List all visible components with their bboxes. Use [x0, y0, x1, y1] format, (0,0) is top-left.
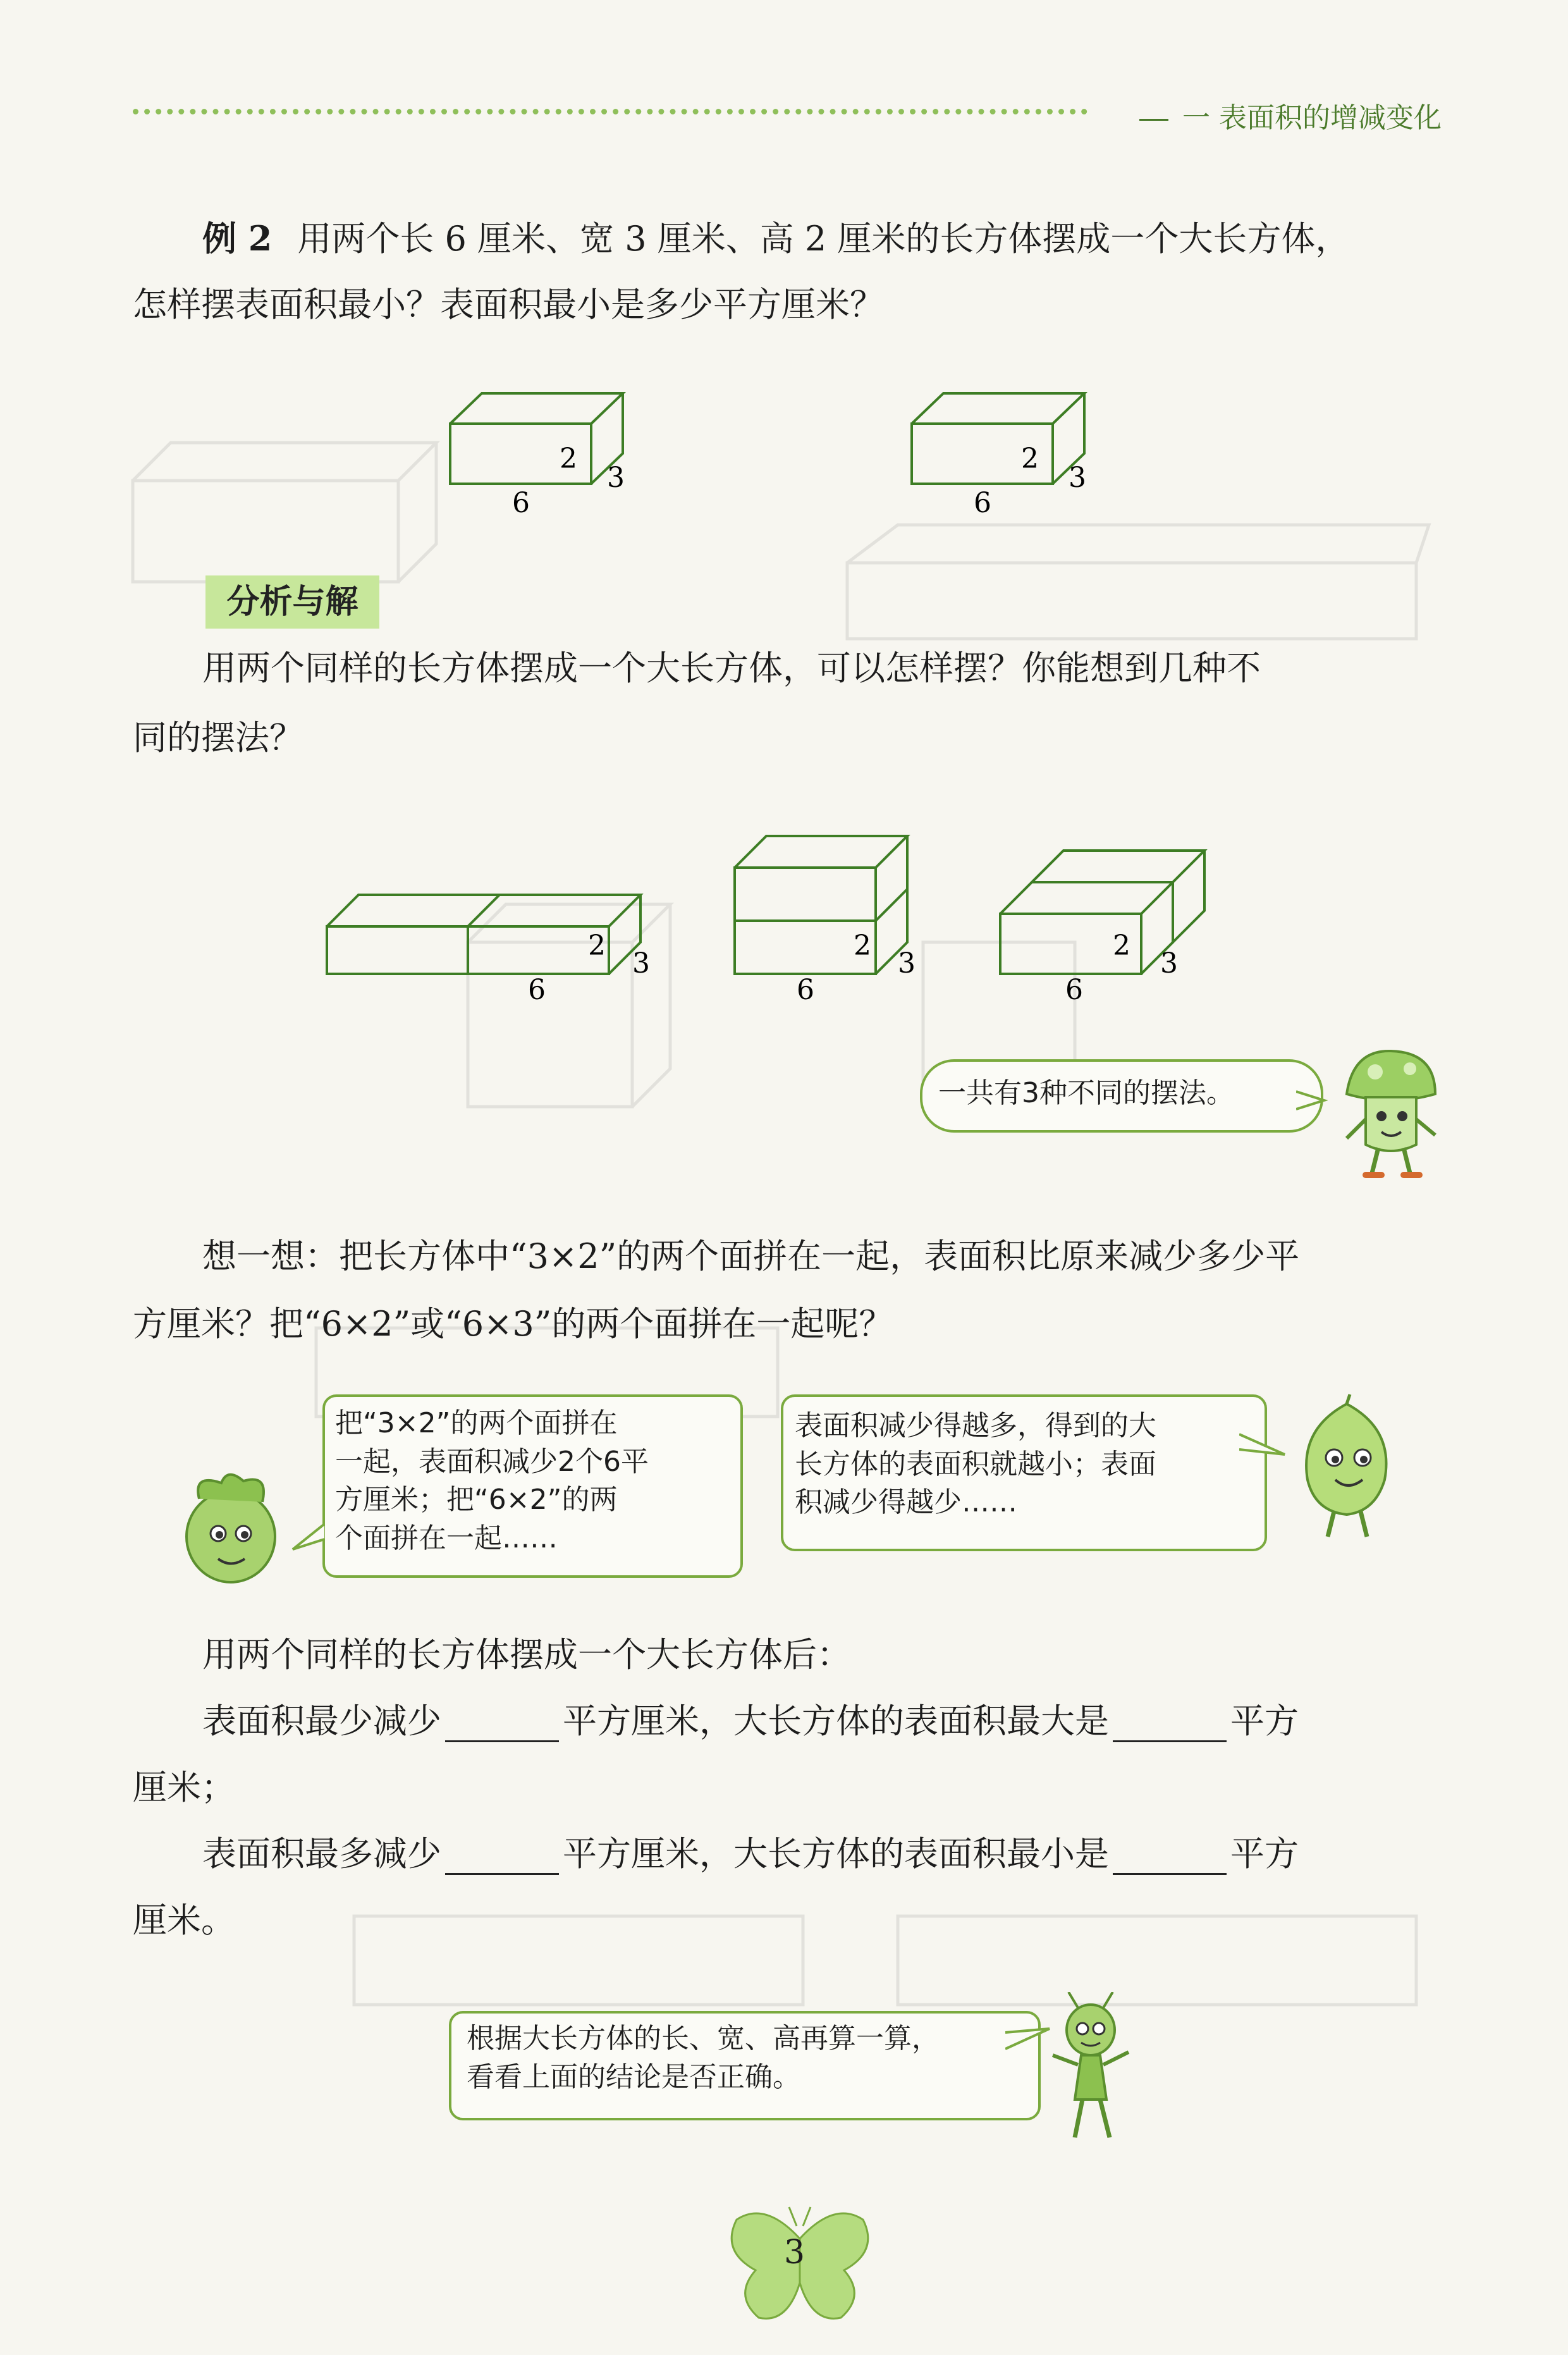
box-length-label: 6	[797, 974, 814, 1006]
analysis-line-2: 同的摆法？	[133, 718, 303, 758]
header-dash	[1139, 119, 1168, 121]
arrangement-1-diagram	[319, 866, 673, 1012]
bottom-bubble-line: 根据大长方体的长、宽、高再算一算，	[467, 2022, 940, 2055]
answer-blank[interactable]	[445, 1842, 559, 1875]
box-height-label: 2	[1113, 930, 1130, 962]
single-box-diagram-left	[443, 379, 651, 525]
answer-blank[interactable]	[445, 1709, 559, 1742]
mushroom-speech-bubble	[920, 1059, 1323, 1133]
think-line-1: 想一想：把长方体中“3×2”的两个面拼在一起，表面积比原来减少多少平	[202, 1236, 1300, 1276]
think-line-2: 方厘米？把“6×2”或“6×3”的两个面拼在一起呢？	[133, 1304, 893, 1344]
summary-line-1	[202, 1701, 1299, 1742]
arrangement-2-diagram	[727, 822, 936, 1012]
example-line-2: 怎样摆表面积最小？表面积最小是多少平方厘米？	[133, 285, 884, 324]
grasshopper-character-icon	[1043, 1992, 1138, 2144]
summary-max-area-text: 平方厘米，大长方体的表面积最大是	[563, 1701, 1109, 1741]
page-header	[133, 95, 1442, 139]
green-character-right-icon	[1290, 1391, 1404, 1543]
box-width-label: 3	[607, 462, 625, 494]
box-height-label: 2	[854, 930, 871, 962]
header-title-text: 一 表面积的增减变化	[1182, 102, 1442, 134]
right-bubble-line: 积减少得越少……	[795, 1486, 1017, 1519]
summary-unit-text: 平方	[1230, 1701, 1299, 1741]
bottom-bubble-line: 看看上面的结论是否正确。	[467, 2060, 800, 2093]
green-character-left-icon	[174, 1467, 294, 1594]
left-bubble-line: 方厘米；把“6×2”的两	[335, 1484, 618, 1516]
box-height-label: 2	[1021, 443, 1039, 475]
box-length-label: 6	[528, 974, 546, 1006]
left-bubble-tail	[288, 1518, 332, 1556]
box-width-label: 3	[898, 947, 916, 980]
right-speech-bubble	[781, 1394, 1267, 1551]
mushroom-character-icon	[1340, 1043, 1442, 1183]
answer-blank[interactable]	[1113, 1842, 1227, 1875]
summary-line-2	[202, 1834, 1299, 1875]
analysis-label: 分析与解	[205, 575, 379, 629]
box-height-label: 2	[560, 443, 577, 475]
example-text-1: 用两个长 6 厘米、宽 3 厘米、高 2 厘米的长方体摆成一个大长方体，	[297, 219, 1350, 259]
summary-min-decrease-text: 表面积最少减少	[202, 1701, 441, 1741]
right-bubble-tail	[1239, 1429, 1290, 1467]
left-speech-bubble	[322, 1394, 743, 1578]
example-line-1	[202, 218, 1349, 260]
mushroom-bubble-tail	[1296, 1088, 1328, 1113]
summary-min-area-text: 平方厘米，大长方体的表面积最小是	[563, 1834, 1109, 1874]
arrangement-3-diagram	[993, 822, 1265, 1012]
bottom-speech-bubble	[449, 2011, 1041, 2120]
summary-intro: 用两个同样的长方体摆成一个大长方体后：	[202, 1635, 851, 1675]
answer-blank[interactable]	[1113, 1709, 1227, 1742]
box-length-label: 6	[512, 487, 530, 519]
box-width-label: 3	[632, 947, 650, 980]
page-number: 3	[784, 2234, 805, 2272]
box-width-label: 3	[1160, 947, 1178, 980]
example-label: 例 2	[202, 218, 273, 259]
box-length-label: 6	[1065, 974, 1083, 1006]
analysis-line-1: 用两个同样的长方体摆成一个大长方体，可以怎样摆？你能想到几种不	[202, 648, 1261, 688]
single-box-diagram-right	[904, 379, 1113, 525]
box-height-label: 2	[588, 930, 606, 962]
left-bubble-line: 个面拼在一起……	[335, 1522, 558, 1555]
left-bubble-line: 把“3×2”的两个面拼在	[335, 1407, 618, 1439]
box-width-label: 3	[1069, 462, 1086, 494]
box-length-label: 6	[974, 487, 991, 519]
mushroom-bubble-text: 一共有3种不同的摆法。	[938, 1077, 1234, 1109]
header-dotted-rule	[133, 109, 1087, 114]
summary-unit-text: 平方	[1230, 1834, 1299, 1874]
right-bubble-line: 表面积减少得越多，得到的大	[795, 1410, 1156, 1442]
summary-max-decrease-text: 表面积最多减少	[202, 1834, 441, 1874]
summary-line-1-cont: 厘米；	[133, 1768, 235, 1807]
header-title	[1139, 95, 1442, 139]
right-bubble-line: 长方体的表面积就越小；表面	[795, 1448, 1156, 1480]
summary-line-2-cont: 厘米。	[133, 1900, 235, 1940]
left-bubble-line: 一起，表面积减少2个6平	[335, 1445, 649, 1478]
